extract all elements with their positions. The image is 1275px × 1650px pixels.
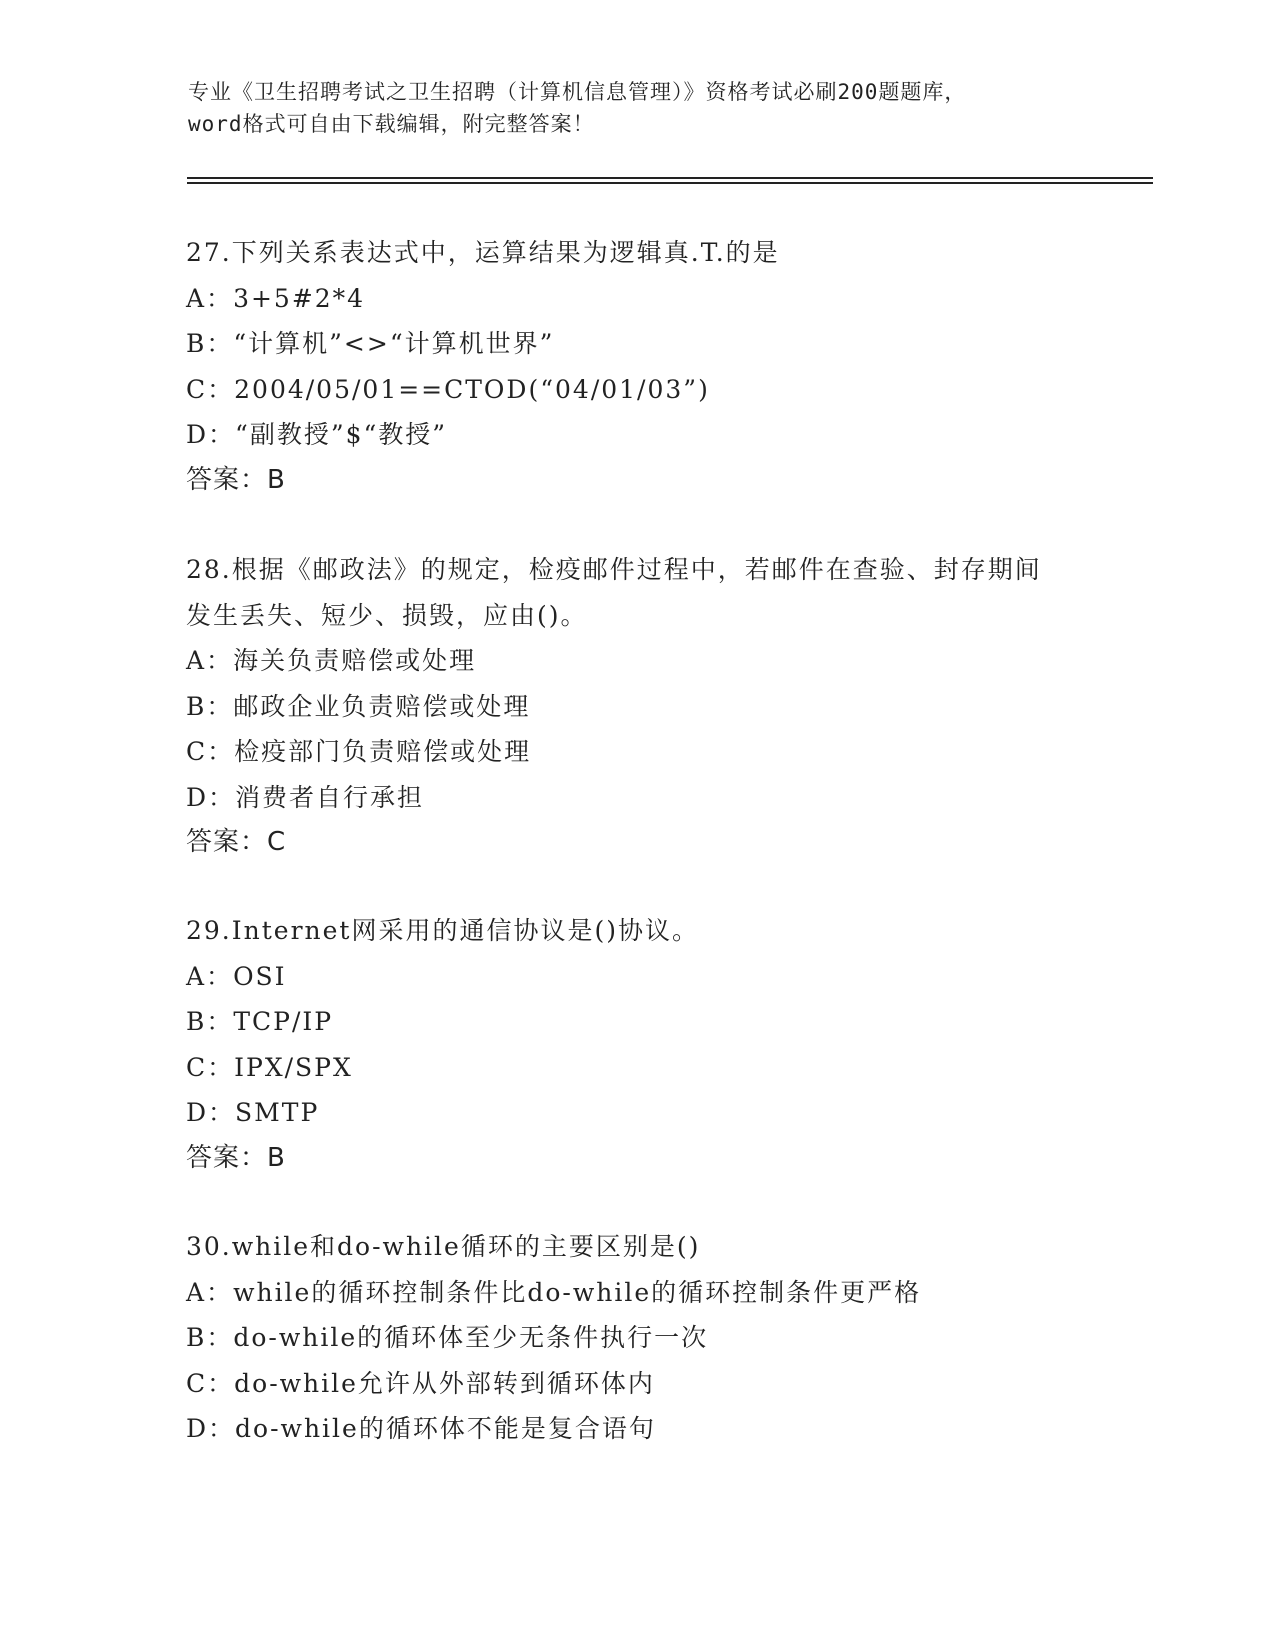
option-d: D：“副教授”$“教授” bbox=[186, 420, 448, 449]
option-a: A：3+5#2*4 bbox=[186, 283, 366, 313]
option-c: C：检疫部门负责赔偿或处理 bbox=[186, 737, 532, 766]
option-c: C：2004/05/01==CTOD(“04/01/03”) bbox=[186, 374, 710, 404]
option-b: B：“计算机”<>“计算机世界” bbox=[186, 329, 555, 358]
option-b: B：TCP/IP bbox=[186, 1007, 334, 1036]
option-c: C：do-while允许从外部转到循环体内 bbox=[186, 1368, 655, 1398]
option-a: A：while的循环控制条件比do-while的循环控制条件更严格 bbox=[186, 1277, 922, 1307]
header-divider-top bbox=[187, 177, 1153, 179]
option-c: C：IPX/SPX bbox=[186, 1052, 353, 1082]
question-27 bbox=[186, 230, 1086, 503]
option-a: A：OSI bbox=[186, 961, 287, 991]
answer-label: 答案：B bbox=[186, 464, 286, 495]
option-d: D：SMTP bbox=[186, 1098, 320, 1127]
question-stem: 27.下列关系表达式中，运算结果为逻辑真.T.的是 bbox=[186, 238, 780, 267]
question-30 bbox=[186, 1224, 1086, 1452]
answer-label: 答案：B bbox=[186, 1142, 286, 1173]
option-d: D：消费者自行承担 bbox=[186, 782, 425, 812]
header-line-1: 专业《卫生招聘考试之卫生招聘（计算机信息管理）》资格考试必刷200题题库， bbox=[188, 80, 967, 104]
question-28 bbox=[186, 547, 1066, 866]
option-a: A：海关负责赔偿或处理 bbox=[186, 646, 477, 675]
question-stem: 30.while和do-while循环的主要区别是() bbox=[186, 1232, 701, 1261]
header-divider-bottom bbox=[187, 182, 1153, 184]
question-stem: 29.Internet网采用的通信协议是()协议。 bbox=[186, 916, 699, 945]
option-d: D：do-while的循环体不能是复合语句 bbox=[186, 1414, 656, 1443]
answer-label: 答案：C bbox=[186, 827, 287, 857]
question-29 bbox=[186, 908, 1086, 1181]
document-header bbox=[188, 76, 1088, 140]
option-b: B：邮政企业负责赔偿或处理 bbox=[186, 691, 531, 721]
header-line-2: word格式可自由下载编辑，附完整答案！ bbox=[188, 112, 595, 136]
question-stem: 28.根据《邮政法》的规定，检疫邮件过程中，若邮件在查验、封存期间发生丢失、短少、损毁，应由()。 bbox=[186, 555, 1042, 630]
option-b: B：do-while的循环体至少无条件执行一次 bbox=[186, 1323, 709, 1352]
